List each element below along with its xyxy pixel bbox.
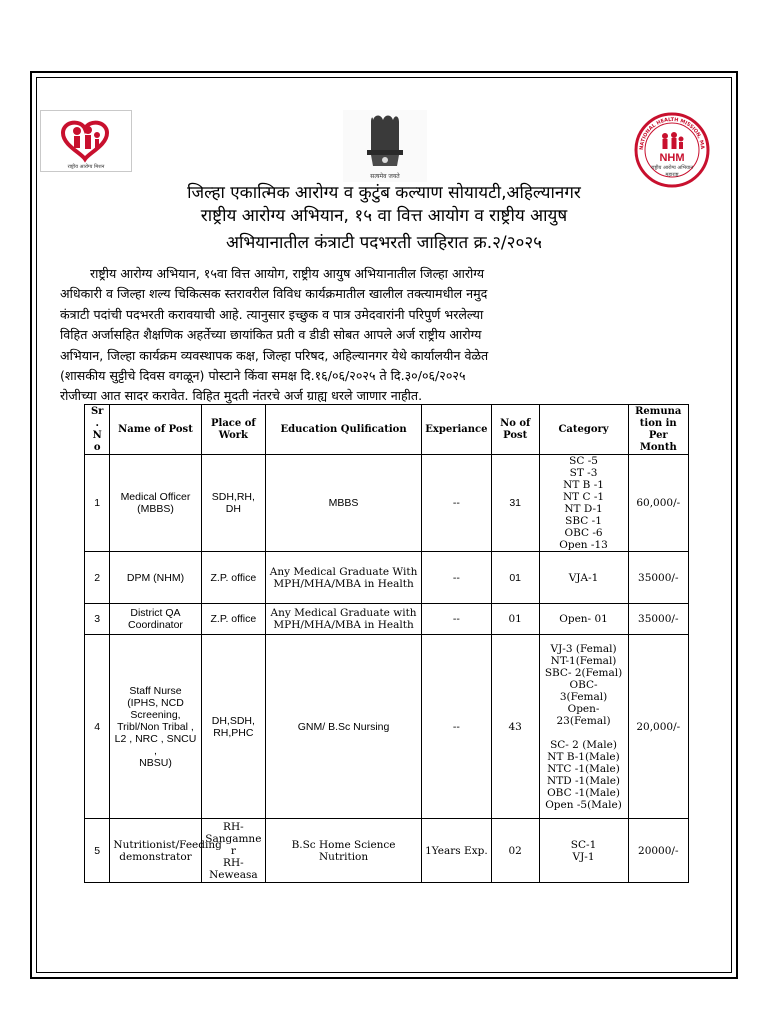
cell-place: Z.P. office xyxy=(201,552,266,604)
cell-remuneration: 20,000/- xyxy=(628,635,688,819)
cell-no-of-post: 01 xyxy=(491,552,539,604)
posts-table xyxy=(84,404,689,883)
heading-mission: राष्ट्रीय आरोग्य अभियान, १५ वा वित्त आयोग व राष्ट्रीय आयुष xyxy=(200,206,568,226)
cell-education: Any Medical Graduate With MPH/MHA/MBA in Health xyxy=(266,552,422,604)
cell-category: Open- 01 xyxy=(539,604,628,635)
cell-no-of-post: 31 xyxy=(491,455,539,552)
cell-post-name: DPM (NHM) xyxy=(110,552,201,604)
cell-category: VJ-3 (Femal) NT-1(Femal) SBC- 2(Femal) OBC- 3(Femal) Open- 23(Femal) SC- 2 (Male) NT B-1(Male) NTC -1(Male) NTD -1(Male) OBC -1(Male) Open -5(Male) xyxy=(539,635,628,819)
cell-sr: 4 xyxy=(85,635,110,819)
cell-post-name: District QA Coordinator xyxy=(110,604,201,635)
table-header-row xyxy=(85,405,689,455)
nhm-maharashtra-logo xyxy=(634,112,710,188)
cell-category: VJA-1 xyxy=(539,552,628,604)
cell-remuneration: 60,000/- xyxy=(628,455,688,552)
col-header-place: Place of Work xyxy=(201,405,266,455)
col-header-category: Category xyxy=(539,405,628,455)
heading-advertisement: अभियानातील कंत्राटी पदभरती जाहिरात क्र.२/२०२५ xyxy=(225,233,543,253)
cell-post-name: Medical Officer (MBBS) xyxy=(110,455,201,552)
cell-no-of-post: 02 xyxy=(491,819,539,883)
cell-sr: 3 xyxy=(85,604,110,635)
cell-category: SC-1 VJ-1 xyxy=(539,819,628,883)
cell-remuneration: 20000/- xyxy=(628,819,688,883)
nhm-caption: राष्ट्रीय आरोग्य अभियान xyxy=(651,165,693,171)
paragraph-line: रोजीच्या आत सादर करावेत. विहित मुदती नंतरचे अर्ज ग्राह्य धरले जाणार नाहीत. xyxy=(60,388,423,404)
table-row xyxy=(85,635,689,819)
table-row xyxy=(85,604,689,635)
cell-category: SC -5 ST -3 NT B -1 NT C -1 NT D-1 SBC -1 OBC -6 Open -13 xyxy=(539,455,628,552)
paragraph-line: राष्ट्रीय आरोग्य अभियान, १५वा वित्त आयोग, राष्ट्रीय आयुष अभियानातील जिल्हा आरोग्य xyxy=(90,266,485,281)
heading-society: जिल्हा एकात्मिक आरोग्य व कुटुंब कल्याण सोयायटी,अहिल्यानगर xyxy=(187,183,581,203)
col-header-no-of-post: No of Post xyxy=(491,405,539,455)
cell-remuneration: 35000/- xyxy=(628,604,688,635)
cell-place: SDH,RH, DH xyxy=(201,455,266,552)
cell-education: GNM/ B.Sc Nursing xyxy=(266,635,422,819)
nhm-text: NHM xyxy=(659,152,685,164)
paragraph-line: कंत्राटी पदांची पदभरती करावयाची आहे. त्यानुसार इच्छुक व पात्र उमेदवारांनी परिपुर्ण भरलेल्या xyxy=(60,306,484,322)
col-header-remuneration: Remuna tion in Per Month xyxy=(628,405,688,455)
cell-experience: -- xyxy=(421,604,491,635)
table-row xyxy=(85,819,689,883)
cell-no-of-post: 01 xyxy=(491,604,539,635)
cell-education: MBBS xyxy=(266,455,422,552)
family-health-logo xyxy=(40,110,132,172)
cell-place: RH- Sangamne r RH- Neweasa xyxy=(201,819,266,883)
cell-no-of-post: 43 xyxy=(491,635,539,819)
paragraph-line: अधिकारी व जिल्हा शल्य चिकित्सक स्तरावरील विविध कार्यक्रमातील खालील तक्त्यामधील नमुद xyxy=(60,286,488,302)
cell-sr: 2 xyxy=(85,552,110,604)
cell-education: B.Sc Home Science Nutrition xyxy=(266,819,422,883)
nhm-caption-2: महाराष्ट्र xyxy=(665,172,679,178)
cell-experience: -- xyxy=(421,455,491,552)
table-row xyxy=(85,552,689,604)
col-header-sr: Sr . N o xyxy=(85,405,110,455)
cell-sr: 5 xyxy=(85,819,110,883)
col-header-experience: Experiance xyxy=(421,405,491,455)
cell-place: DH,SDH, RH,PHC xyxy=(201,635,266,819)
cell-sr: 1 xyxy=(85,455,110,552)
paragraph-line: अभियान, जिल्हा कार्यक्रम व्यवस्थापक कक्ष, जिल्हा परिषद, अहिल्यानगर येथे कार्यालयीन वेळेत xyxy=(60,347,489,363)
nhm-ring-text: NATIONAL HEALTH MISSION, MA xyxy=(638,116,706,151)
left-logo-caption: राष्ट्रीय आरोग्य मिशन xyxy=(67,164,105,170)
notice-paragraph xyxy=(60,264,686,407)
cell-experience: -- xyxy=(421,552,491,604)
cell-education: Any Medical Graduate with MPH/MHA/MBA in Health xyxy=(266,604,422,635)
cell-post-name: Nutritionist/Feeding demonstrator xyxy=(110,819,201,883)
col-header-name: Name of Post xyxy=(110,405,201,455)
paragraph-line: विहित अर्जासहित शैक्षणिक अहर्तेच्या छायांकित प्रती व डीडी सोबत आपले अर्ज राष्ट्रीय आरोग्य xyxy=(60,327,482,343)
table-row xyxy=(85,455,689,552)
state-emblem-logo xyxy=(343,110,427,182)
cell-experience: 1Years Exp. xyxy=(421,819,491,883)
cell-place: Z.P. office xyxy=(201,604,266,635)
cell-experience: -- xyxy=(421,635,491,819)
cell-post-name: Staff Nurse (IPHS, NCD Screening, Tribl/Non Tribal , L2 , NRC , SNCU , NBSU) xyxy=(110,635,201,819)
paragraph-line: (शासकीय सुट्टीचे दिवस वगळून) पोस्टाने किंवा समक्ष दि.१६/०६/२०२५ ते दि.३०/०६/२०२५ xyxy=(60,368,466,384)
cell-remuneration: 35000/- xyxy=(628,552,688,604)
col-header-education: Education Qulification xyxy=(266,405,422,455)
center-logo-caption: सत्यमेव जयते xyxy=(370,173,400,180)
